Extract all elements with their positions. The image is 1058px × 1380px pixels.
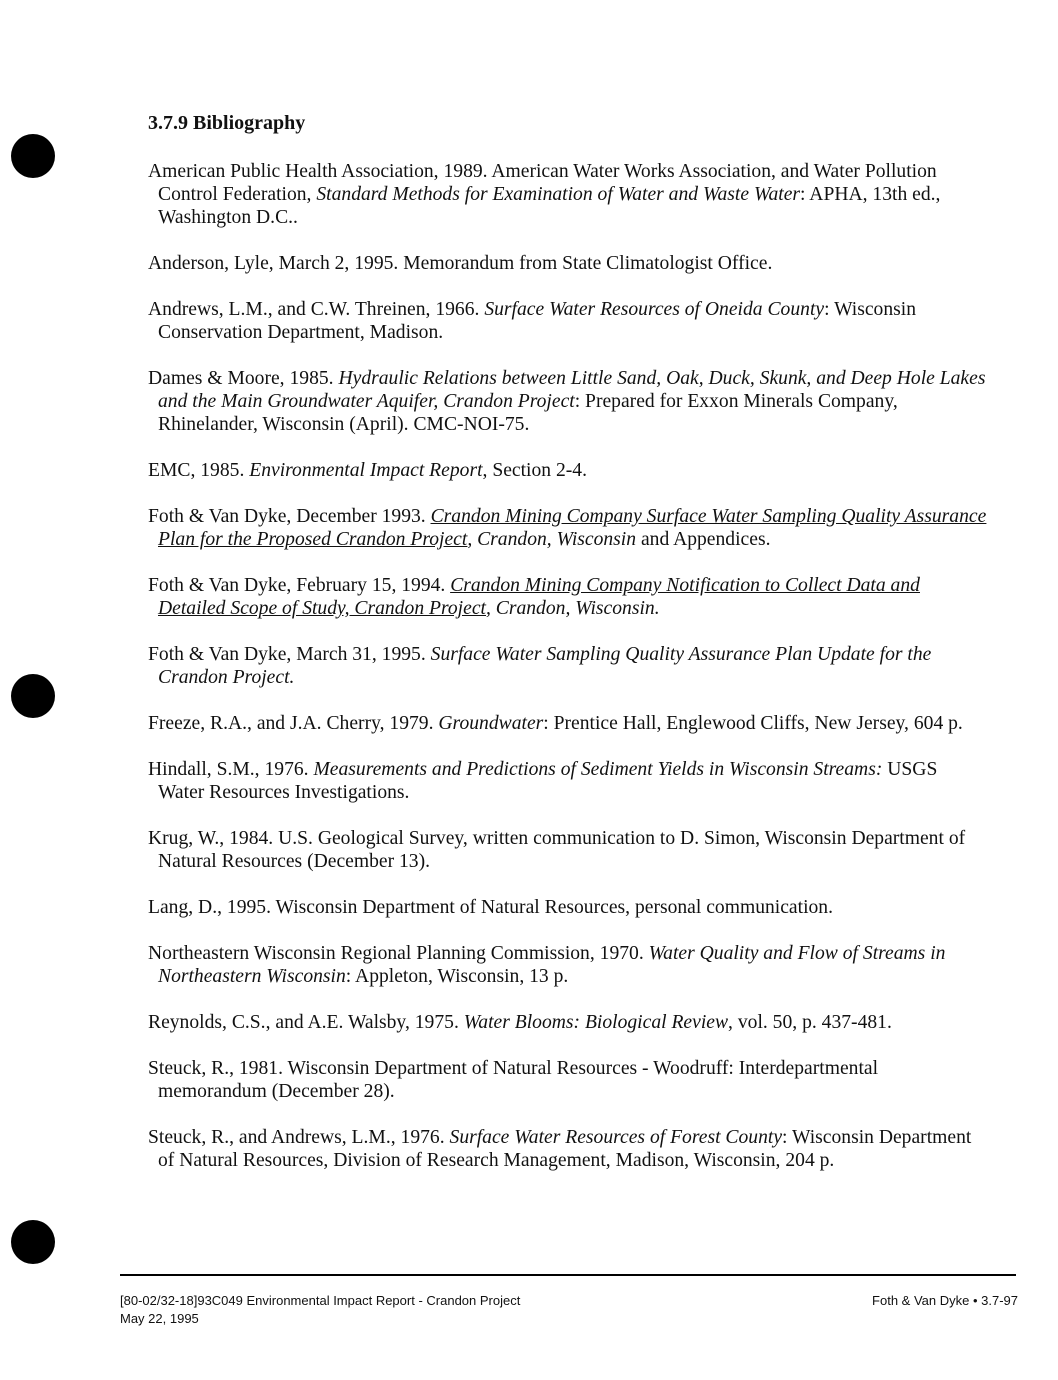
bibliography-entry xyxy=(148,896,988,919)
entry-text: Foth & Van Dyke, February 15, 1994. xyxy=(148,575,451,596)
entry-text: Foth & Van Dyke, March 31, 1995. xyxy=(148,644,431,665)
bibliography-entry xyxy=(148,942,988,988)
section-heading: 3.7.9 Bibliography xyxy=(148,112,306,134)
entry-title: Water Blooms: Biological Review xyxy=(463,1012,729,1033)
entry-text: Dames & Moore, 1985. xyxy=(148,368,339,389)
entry-text: Hindall, S.M., 1976. xyxy=(148,759,314,780)
entry-publisher: , vol. 50, p. 437-481. xyxy=(728,1012,892,1033)
footer-left xyxy=(120,1292,520,1328)
entry-title: Measurements and Predictions of Sediment Yields in Wisconsin Streams: xyxy=(313,759,883,780)
footer-date: May 22, 1995 xyxy=(120,1311,199,1326)
entry-text: Foth & Van Dyke, December 1993. xyxy=(148,506,431,527)
entry-title: Surface Water Resources of Oneida County xyxy=(484,299,825,320)
bibliography-entry xyxy=(148,367,988,436)
entry-publisher: USGS Water Resources Investigations. xyxy=(158,759,938,803)
binder-hole xyxy=(11,1220,55,1264)
entry-publisher: and Appendices. xyxy=(636,529,771,550)
entry-text: Lang, D., 1995. Wisconsin Department of Natural Resources, personal communication. xyxy=(148,897,834,918)
entry-location: , Crandon, Wisconsin. xyxy=(485,598,660,619)
bibliography-entry xyxy=(148,574,988,620)
entry-publisher: : APHA, 13th ed., Washington D.C.. xyxy=(158,184,941,228)
bibliography-entry xyxy=(148,643,988,689)
bibliography-entry xyxy=(148,252,988,275)
entry-underlined-title: Crandon Mining Company Surface Water Sampling Quality Assurance Plan for the Proposed Crandon Project xyxy=(158,506,987,550)
entry-text: Reynolds, C.S., and A.E. Walsby, 1975. xyxy=(148,1012,464,1033)
entry-text: Steuck, R., 1981. Wisconsin Department of Natural Resources - Woodruff: Interdepartmental memorandum (December 28). xyxy=(148,1058,879,1102)
footer-page-ref: Foth & Van Dyke • 3.7-97 xyxy=(872,1293,1018,1308)
entry-title: Environmental Impact Report xyxy=(249,460,483,481)
entry-text: American Public Health Association, 1989. American Water Works Association, and Water Pollution Control Federation, xyxy=(148,161,937,205)
bibliography-entry xyxy=(148,1126,988,1172)
entry-title: Water Quality and Flow of Streams in Northeastern Wisconsin xyxy=(158,943,946,987)
bibliography-entry xyxy=(148,1011,988,1034)
entry-location: , Crandon, Wisconsin xyxy=(467,529,637,550)
entry-publisher: : Wisconsin Conservation Department, Madison. xyxy=(158,299,917,343)
bibliography-list xyxy=(148,160,988,1195)
entry-title: Surface Water Resources of Forest County xyxy=(449,1127,783,1148)
footer-doc-id: [80-02/32-18]93C049 Environmental Impact Report - Crandon Project xyxy=(120,1293,521,1308)
bibliography-entry xyxy=(148,459,988,482)
entry-title: Standard Methods for Examination of Water and Waste Water xyxy=(316,184,801,205)
entry-text: Northeastern Wisconsin Regional Planning Commission, 1970. xyxy=(148,943,649,964)
entry-title: Groundwater xyxy=(438,713,544,734)
entry-text: Anderson, Lyle, March 2, 1995. Memorandum from State Climatologist Office. xyxy=(148,253,773,274)
binder-hole xyxy=(11,134,55,178)
bibliography-entry xyxy=(148,827,988,873)
entry-publisher: , Section 2-4. xyxy=(482,460,587,481)
bibliography-entry xyxy=(148,505,988,551)
footer-divider xyxy=(120,1274,1016,1276)
entry-underlined-title: Crandon Mining Company Notification to Collect Data and Detailed Scope of Study, Crandon Project xyxy=(158,575,920,619)
bibliography-entry xyxy=(148,758,988,804)
entry-publisher: : Prepared for Exxon Minerals Company, Rhinelander, Wisconsin (April). CMC-NOI-75. xyxy=(158,391,898,435)
bibliography-entry xyxy=(148,160,988,229)
binder-hole xyxy=(11,674,55,718)
bibliography-entry xyxy=(148,712,988,735)
entry-publisher: : Appleton, Wisconsin, 13 p. xyxy=(345,966,569,987)
entry-text: Krug, W., 1984. U.S. Geological Survey, written communication to D. Simon, Wisconsin Department of Natural Resources (December 13). xyxy=(148,828,966,872)
entry-publisher: : Prentice Hall, Englewood Cliffs, New Jersey, 604 p. xyxy=(543,713,963,734)
entry-title: Hydraulic Relations between Little Sand, Oak, Duck, Skunk, and Deep Hole Lakes and the Main Groundwater Aquifer, Crandon Project xyxy=(158,368,986,412)
bibliography-entry xyxy=(148,298,988,344)
bibliography-entry xyxy=(148,1057,988,1103)
entry-publisher: : Wisconsin Department of Natural Resources, Division of Research Management, Madison, Wisconsin, 204 p. xyxy=(158,1127,972,1171)
entry-text: Steuck, R., and Andrews, L.M., 1976. xyxy=(148,1127,450,1148)
entry-text: Andrews, L.M., and C.W. Threinen, 1966. xyxy=(148,299,485,320)
entry-title: Surface Water Sampling Quality Assurance Plan Update for the Crandon Project. xyxy=(158,644,932,688)
entry-text: EMC, 1985. xyxy=(148,460,250,481)
entry-text: Freeze, R.A., and J.A. Cherry, 1979. xyxy=(148,713,439,734)
